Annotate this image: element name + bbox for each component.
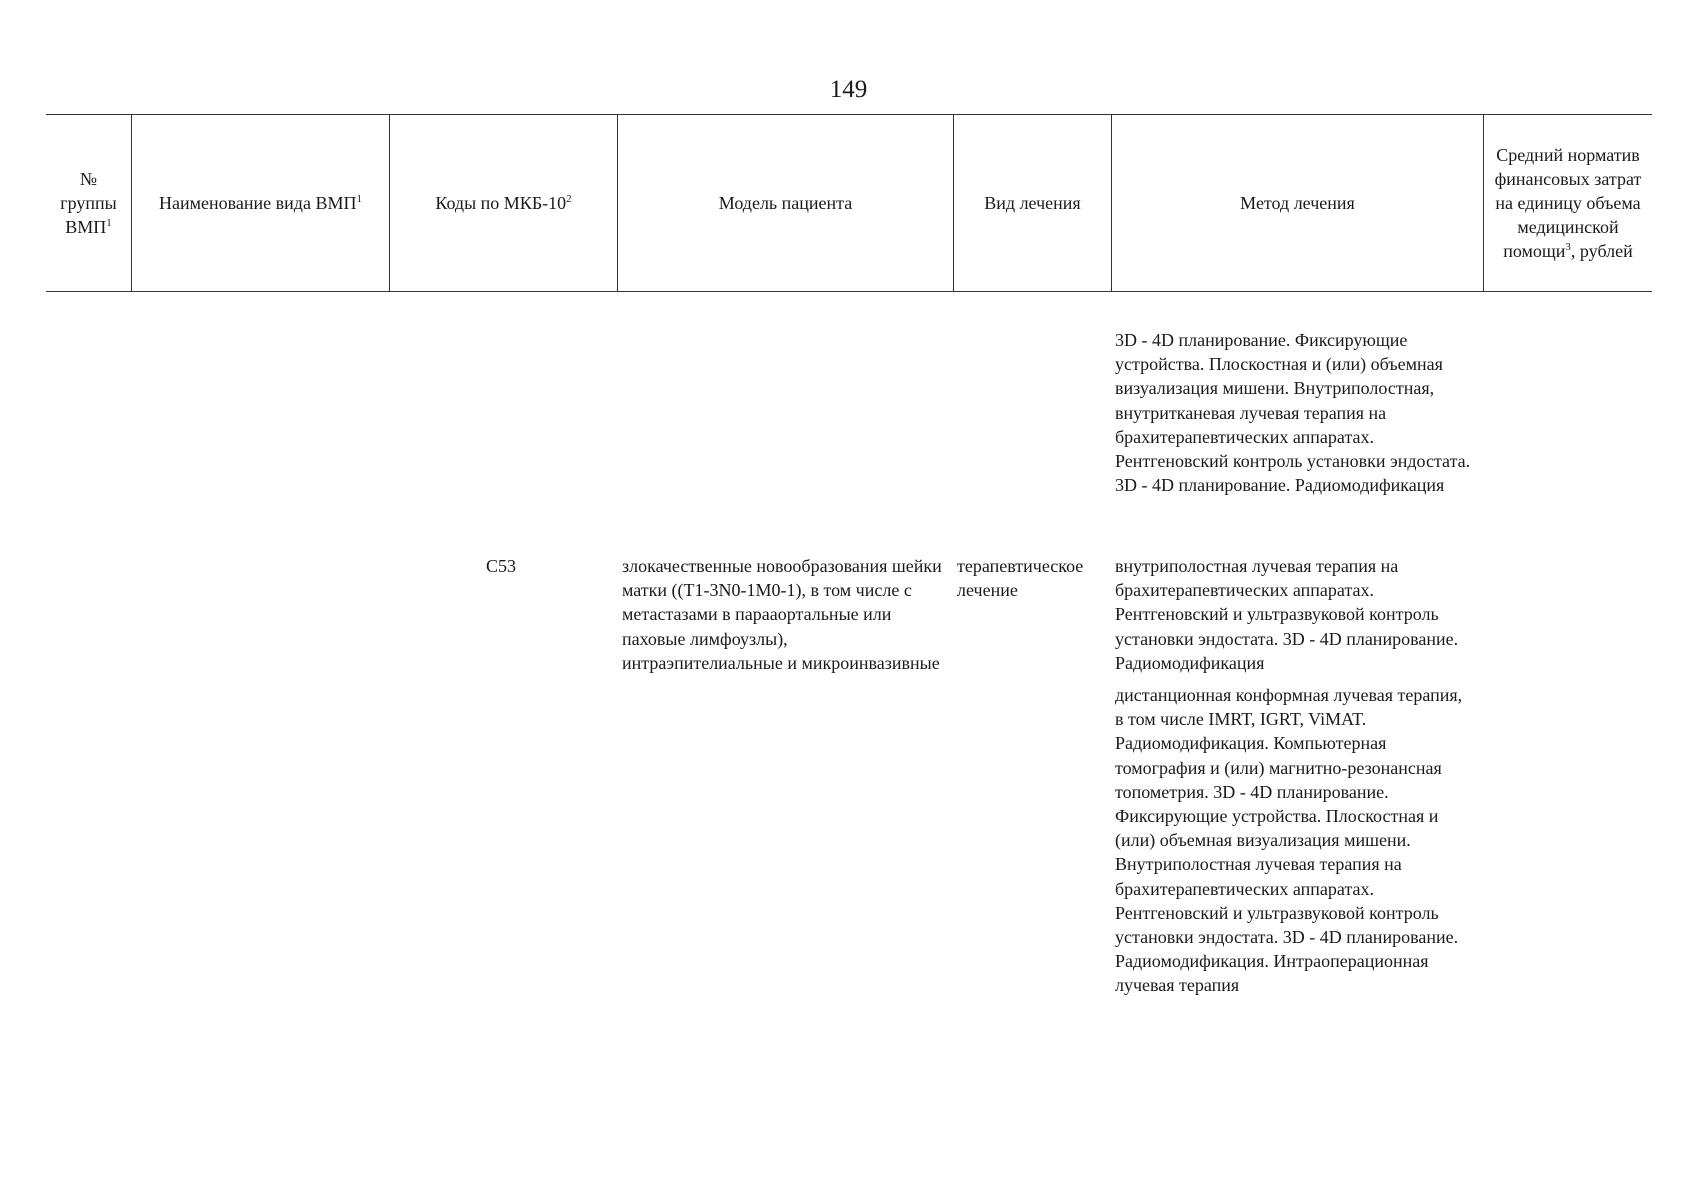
- header-treatment-method: [1111, 115, 1483, 291]
- header-icd-codes: [389, 115, 617, 291]
- header-average-cost-unit: , рублей: [1570, 241, 1633, 261]
- treatment-method: дистанционная конформная лучевая терапия, в том числе IMRT, IGRT, ViMAT. Радиомодификация. Компьютерная томография и (или) магнитно-резонансная топометрия. 3D - 4D планирование. Фиксирующие устройства. Плоскостная и (или) объемная визуализация мишени. Внутриполостная лучевая терапия на брахитерапевтических аппаратах. Рентгеновский и ультразвуковой контроль установки эндостата. 3D - 4D планирование. Радиомодификация. Интраоперационная лучевая терапия: [1115, 685, 1463, 996]
- page-number: 149: [829, 76, 868, 103]
- header-patient-model: [617, 115, 953, 291]
- footnote-marker: 2: [566, 193, 572, 205]
- header-vmp-name: [131, 115, 389, 291]
- icd-code: C53: [486, 556, 517, 576]
- header-group-number: [46, 115, 131, 291]
- patient-model: злокачественные новообразования шейки матки ((T1-3N0-1M0-1), в том числе с метастазами в парааортальные или паховые лимфоузлы), интраэпителиальные и микроинвазивные: [622, 556, 942, 673]
- footnote-marker: 1: [356, 193, 362, 205]
- treatment-type: терапевтическое лечение: [957, 556, 1084, 601]
- footnote-marker: 3: [1565, 241, 1571, 253]
- header-average-cost: [1483, 115, 1652, 291]
- header-treatment-type-label: Вид лечения: [984, 193, 1081, 213]
- header-icd-codes-label: Коды по МКБ-10: [435, 193, 567, 213]
- header-treatment-method-label: Метод лечения: [1240, 193, 1355, 213]
- header-treatment-type: [953, 115, 1111, 291]
- treatment-method: 3D - 4D планирование. Фиксирующие устройства. Плоскостная и (или) объемная визуализация мишени. Внутриполостная, внутритканевая лучевая терапия на брахитерапевтических аппаратах. Рентгеновский контроль установки эндостата. 3D - 4D планирование. Радиомодификация: [1115, 330, 1471, 496]
- header-patient-model-label: Модель пациента: [718, 193, 853, 213]
- footnote-marker: 1: [106, 217, 112, 229]
- table-header: [46, 114, 1652, 292]
- header-average-cost-label: Средний норматив финансовых затрат на единицу объема медицинской помощи: [1494, 145, 1642, 261]
- treatment-method: внутриполостная лучевая терапия на брахитерапевтических аппаратах. Рентгеновский и ультразвуковой контроль установки эндостата. 3D - 4D планирование. Радиомодификация: [1115, 556, 1459, 673]
- header-group-number-label: № группы ВМП: [60, 169, 117, 237]
- header-vmp-name-label: Наименование вида ВМП: [159, 193, 357, 213]
